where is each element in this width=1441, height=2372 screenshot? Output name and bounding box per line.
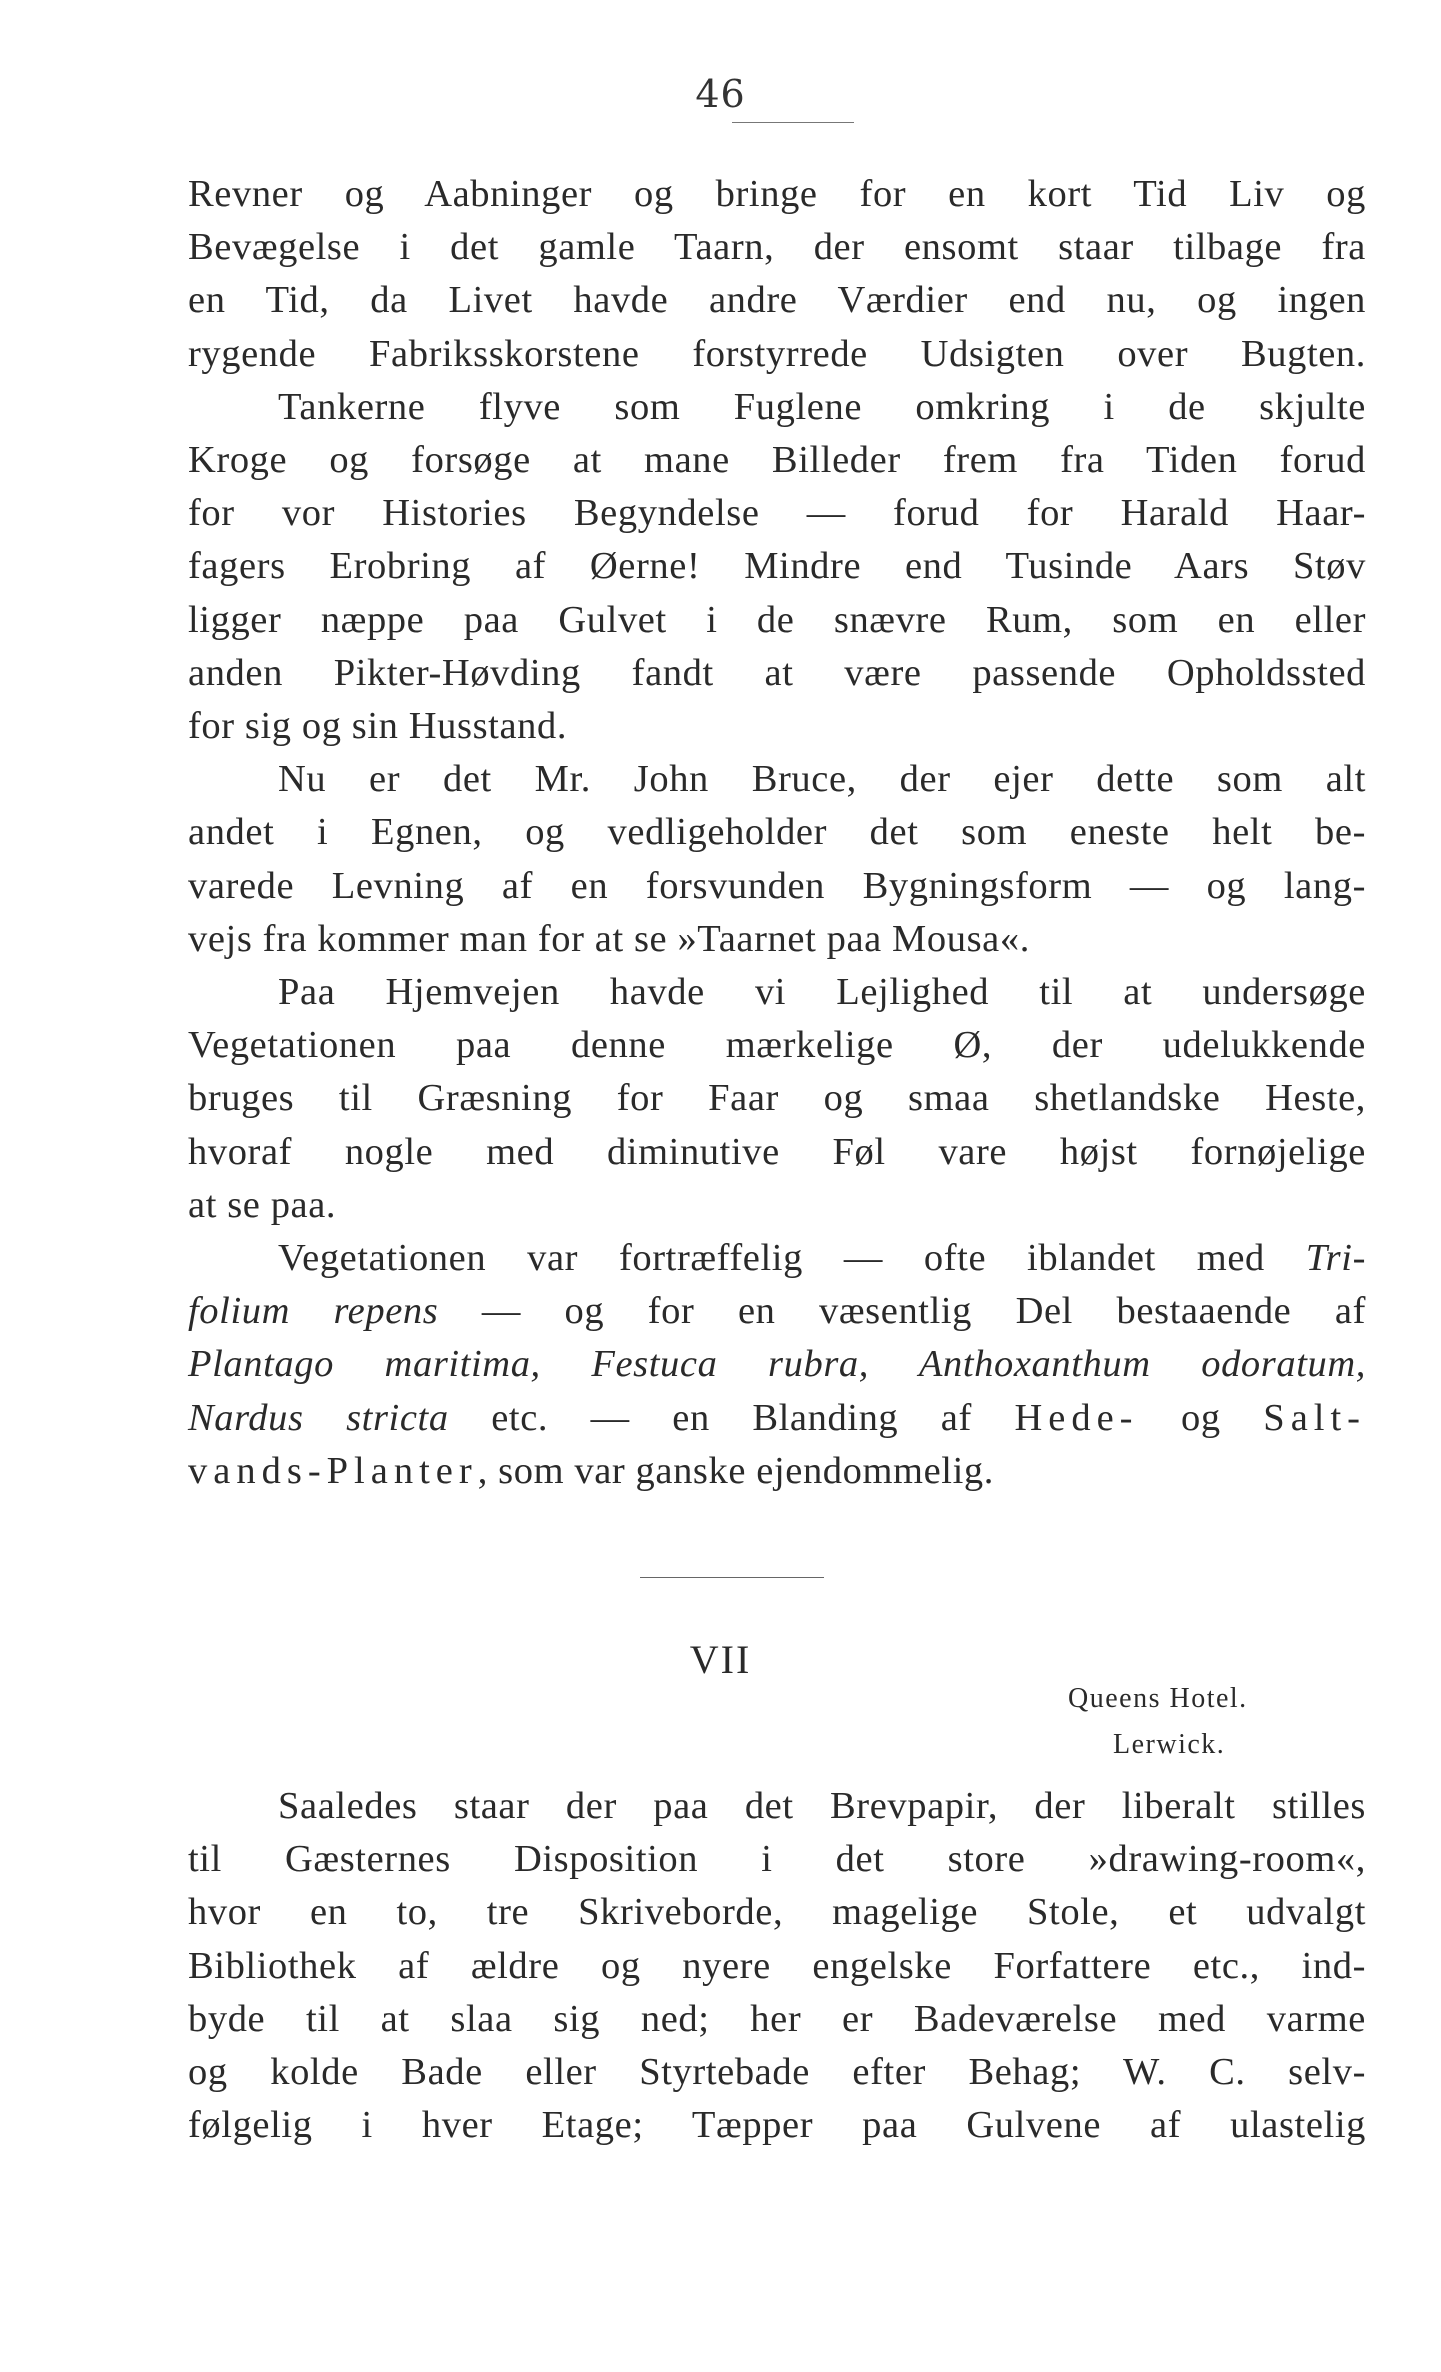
text-line: ligger næppe paa Gulvet i de snævre Rum, som en eller <box>188 598 1366 641</box>
letterhead-town: Lerwick. <box>1113 1729 1226 1760</box>
text-line: og kolde Bade eller Styrtebade efter Behag; W. C. selv- <box>188 2051 1366 2094</box>
spaced-term: vands-Planter <box>188 1449 478 1492</box>
text-line: andet i Egnen, og vedligeholder det som eneste helt be- <box>188 811 1366 854</box>
text-line: byde til at slaa sig ned; her er Badeværelse med varme <box>188 1997 1366 2040</box>
text-line: Vegetationen var fortræffelig — ofte iblandet med Tri- <box>278 1237 1366 1279</box>
text-line: at se paa. <box>188 1183 337 1226</box>
text-line: Bibliothek af ældre og nyere engelske Forfattere etc., ind- <box>188 1944 1366 1987</box>
text-line: Nardus stricta etc. — en Blanding af Hede- og Salt- <box>188 1396 1366 1439</box>
vegetation-paragraph <box>188 1232 1366 1498</box>
latin-term: Tri- <box>1305 1237 1366 1279</box>
letterhead-hotel: Queens Hotel. <box>1068 1683 1248 1714</box>
text-line: fagers Erobring af Øerne! Mindre end Tusinde Aars Støv <box>188 545 1366 588</box>
text-line: folium repens — og for en væsentlig Del bestaaende af <box>188 1290 1367 1333</box>
text-line: Bevægelse i det gamle Taarn, der ensomt staar tilbage fra <box>188 226 1366 269</box>
latin-term: Plantago maritima, Festuca rubra, Anthoxanthum odoratum, <box>188 1343 1366 1386</box>
latin-term: folium repens <box>188 1290 439 1333</box>
text-line: for vor Histories Begyndelse — forud for Harald Haar- <box>188 492 1366 535</box>
page-number-rule <box>732 122 854 123</box>
text-line: Kroge og forsøge at mane Billeder frem fra Tiden forud <box>188 439 1366 482</box>
text-line: bruges til Græsning for Faar og smaa shetlandske Heste, <box>188 1077 1366 1120</box>
text-line: Tankerne flyve som Fuglene omkring i de skjulte <box>278 385 1366 428</box>
text-line: vands-Planter, som var ganske ejendommelig. <box>188 1449 994 1492</box>
body-text-top <box>188 168 1366 1232</box>
text-line: Nu er det Mr. John Bruce, der ejer dette som alt <box>278 758 1366 801</box>
text-line: Saaledes staar der paa det Brevpapir, der liberalt stilles <box>278 1785 1366 1827</box>
text-line: Paa Hjemvejen havde vi Lejlighed til at undersøge <box>278 971 1366 1014</box>
text-line: varede Levning af en forsvunden Bygningsform — og lang- <box>188 864 1366 907</box>
latin-term: Nardus stricta <box>188 1396 449 1439</box>
text-line: hvor en to, tre Skriveborde, magelige Stole, et udvalgt <box>188 1891 1366 1934</box>
page-number: 46 <box>695 72 746 116</box>
spaced-term: Salt- <box>1263 1396 1366 1439</box>
text-line: vejs fra kommer man for at se »Taarnet paa Mousa«. <box>188 917 1030 960</box>
section-divider <box>640 1577 824 1578</box>
chapter-heading: VII <box>689 1637 752 1682</box>
text-line: for sig og sin Husstand. <box>188 705 568 748</box>
spaced-term: Hede- <box>1014 1396 1139 1439</box>
text-line: Vegetationen paa denne mærkelige Ø, der udelukkende <box>188 1024 1366 1067</box>
text-line: hvoraf nogle med diminutive Føl vare højst fornøjelige <box>188 1130 1366 1173</box>
body-text-bottom <box>188 1780 1366 2152</box>
text-line: rygende Fabriksskorstene forstyrrede Udsigten over Bugten. <box>188 332 1366 375</box>
text-line: en Tid, da Livet havde andre Værdier end nu, og ingen <box>188 279 1366 322</box>
text-line: til Gæsternes Disposition i det store »drawing-room«, <box>188 1838 1366 1881</box>
text-line: Revner og Aabninger og bringe for en kort Tid Liv og <box>188 173 1366 215</box>
text-line: følgelig i hver Etage; Tæpper paa Gulvene af ulastelig <box>188 2104 1366 2147</box>
text-line: anden Pikter-Høvding fandt at være passende Opholdssted <box>188 651 1366 694</box>
